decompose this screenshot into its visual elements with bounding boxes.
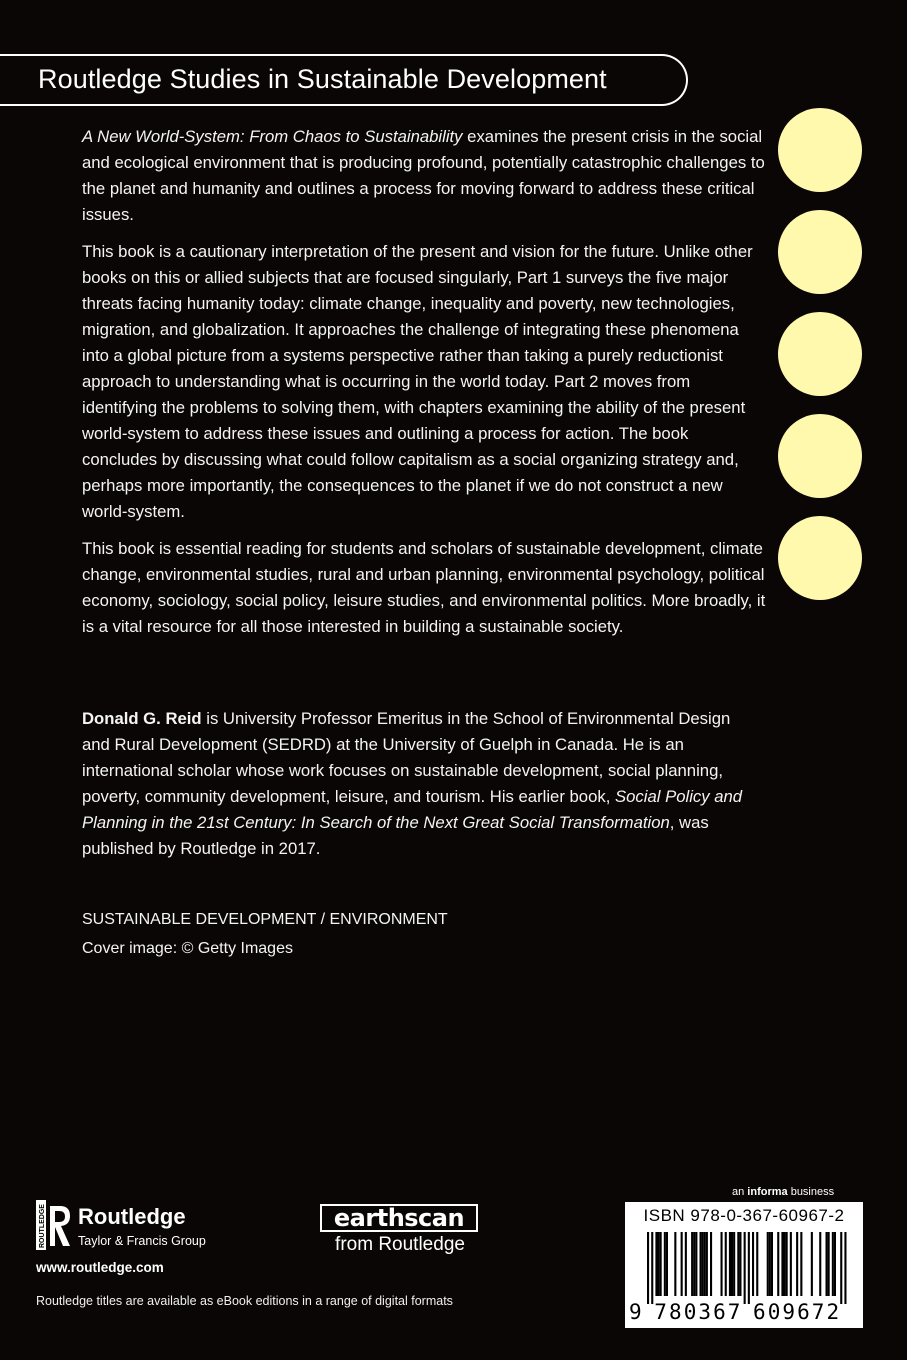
- author-name: Donald G. Reid: [82, 709, 202, 728]
- barcode-digit: 7: [727, 1300, 741, 1324]
- barcode-bar: [733, 1232, 735, 1296]
- informa-tagline: [732, 1186, 834, 1198]
- barcode-bar: [828, 1232, 830, 1296]
- informa-prefix: an: [732, 1186, 748, 1198]
- earthscan-logo: [320, 1204, 480, 1256]
- barcode-digit: 8: [669, 1300, 682, 1324]
- barcode-bar: [693, 1232, 695, 1296]
- barcode-bar: [769, 1232, 771, 1296]
- barcode-bar: [700, 1232, 702, 1296]
- barcode-bar: [739, 1232, 741, 1296]
- barcode-bar: [702, 1232, 704, 1296]
- barcode-bar: [781, 1232, 783, 1296]
- barcode-digit: 3: [698, 1300, 712, 1324]
- author-bio-text: is University Professor Emeritus in the School of Environmental Design and Rural Development (SEDRD) at the University of Guelph in Canada. He is an international scholar whose work focuses on sustainable development, social planning, poverty, community development, leisure, and tourism. His earlier book,: [82, 709, 731, 806]
- description-paragraph-1: [82, 124, 766, 228]
- barcode-bar: [834, 1232, 836, 1296]
- barcode-bar: [748, 1232, 750, 1304]
- routledge-mark-icon: [36, 1200, 72, 1250]
- barcode-digit: 2: [826, 1300, 840, 1324]
- barcode-bar: [819, 1232, 821, 1296]
- earlier-book-title: Social Policy and Planning in the 21st Century: In Search of the Next Great Social Transformation: [82, 787, 743, 832]
- ebook-note: Routledge titles are available as eBook editions in a range of digital formats: [36, 1294, 453, 1308]
- yellow-circle: [778, 312, 862, 396]
- barcode-bar: [664, 1232, 666, 1296]
- series-banner: [0, 54, 688, 106]
- barcode-bar: [655, 1232, 657, 1296]
- author-bio-text-end: , was published by Routledge in 2017.: [82, 813, 709, 858]
- book-title: A New World-System: From Chaos to Sustainability: [82, 127, 463, 146]
- barcode-bar: [725, 1232, 727, 1296]
- barcode-bar: [786, 1232, 788, 1296]
- barcode-bar: [691, 1232, 693, 1296]
- barcode-bar: [796, 1232, 798, 1296]
- barcode-bar: [752, 1232, 754, 1296]
- description-paragraph-2: This book is a cautionary interpretation of the present and vision for the future. Unlike other books on this or allied subjects that are focused singularly, Part 1 surveys the five major threats facing humanity today: climate change, inequality and poverty, new technologies, migration, and globalization. It approaches the challenge of integrating these phenomena into a global picture from a systems perspective rather than taking a purely reductionist approach to understanding what is occurring in the world today. Part 2 moves from identifying the problems to solving them, with chapters examining the ability of the present world-system to address these issues and outlining a process for action. The book concludes by discussing what could follow capitalism as a social organizing strategy and, perhaps more importantly, the consequences to the planet if we do not construct a new world-system.: [82, 242, 753, 521]
- barcode-bar: [826, 1232, 828, 1296]
- publisher-website[interactable]: www.routledge.com: [36, 1260, 164, 1275]
- barcode-digit: 6: [753, 1300, 766, 1324]
- informa-brand: informa: [747, 1186, 788, 1198]
- barcode-bar: [744, 1232, 746, 1304]
- barcode-bar: [681, 1232, 683, 1296]
- barcode-bar: [647, 1232, 649, 1304]
- barcode-bar: [737, 1232, 739, 1296]
- barcode-bar: [710, 1232, 712, 1296]
- barcode-bar: [721, 1232, 723, 1296]
- barcode-bar: [729, 1232, 731, 1296]
- barcode-bar: [784, 1232, 786, 1296]
- author-bio: [82, 706, 752, 862]
- barcode-bar: [771, 1232, 773, 1296]
- barcode-bar: [704, 1232, 706, 1296]
- yellow-circle: [778, 516, 862, 600]
- barcode-bars: [637, 1232, 851, 1304]
- routledge-vertical-mark: ROUTLEDGE: [39, 1204, 46, 1248]
- barcode-bar: [767, 1232, 769, 1296]
- yellow-circle: [778, 210, 862, 294]
- barcode-digit: 7: [811, 1300, 825, 1324]
- informa-suffix: business: [787, 1186, 835, 1198]
- barcode-bar: [666, 1232, 668, 1296]
- barcode-bar: [658, 1232, 660, 1296]
- barcode-digit: 6: [797, 1300, 810, 1324]
- earthscan-box: [320, 1204, 478, 1232]
- isbn-label: ISBN 978-0-367-60967-2: [643, 1206, 845, 1225]
- series-title: Routledge Studies in Sustainable Development: [38, 64, 607, 94]
- barcode-bar: [832, 1232, 834, 1296]
- barcode-digit: 9: [782, 1300, 796, 1324]
- yellow-circle: [778, 108, 862, 192]
- barcode-bar: [844, 1232, 846, 1304]
- cover-credit: Cover image: © Getty Images: [82, 940, 293, 957]
- barcode-bar: [660, 1232, 662, 1296]
- barcode-bar: [790, 1232, 792, 1296]
- earthscan-from: from Routledge: [335, 1234, 465, 1255]
- barcode-bar: [800, 1232, 802, 1296]
- barcode-bar: [695, 1232, 697, 1296]
- barcode-bar: [840, 1232, 842, 1304]
- subject-category: SUSTAINABLE DEVELOPMENT / ENVIRONMENT: [82, 911, 448, 928]
- description-paragraph-3: This book is essential reading for students and scholars of sustainable development, climate change, environmental studies, rural and urban planning, environmental psychology, political economy, sociology, social policy, leisure studies, and environmental politics. More broadly, it is a vital resource for all those interested in building a sustainable society.: [82, 539, 766, 636]
- barcode-bar: [811, 1232, 813, 1296]
- barcode-bar: [674, 1232, 676, 1296]
- routledge-group: Taylor & Francis Group: [78, 1234, 206, 1248]
- barcode-bar: [777, 1232, 779, 1296]
- barcode-digit: 0: [767, 1300, 781, 1324]
- barcode-digit: 0: [683, 1300, 697, 1324]
- barcode-digit: 6: [713, 1300, 726, 1324]
- description-text: examines the present crisis in the social and ecological environment that is producing profound, potentially catastrophic challenges to the planet and humanity and outlines a process for moving forward to address these critical issues.: [82, 127, 765, 224]
- barcode-digit: 7: [654, 1300, 667, 1324]
- barcode: [625, 1202, 863, 1328]
- barcode-bar: [685, 1232, 687, 1296]
- barcode-bar: [756, 1232, 758, 1296]
- barcode-digit: 9: [629, 1300, 642, 1324]
- book-description: [82, 124, 766, 651]
- yellow-circle: [778, 414, 862, 498]
- barcode-bar: [651, 1232, 653, 1304]
- earthscan-wordmark: earthscan: [333, 1204, 465, 1232]
- author-bio-paragraph: [82, 706, 752, 862]
- routledge-name: Routledge: [78, 1204, 186, 1229]
- barcode-bar: [731, 1232, 733, 1296]
- barcode-bar: [706, 1232, 708, 1296]
